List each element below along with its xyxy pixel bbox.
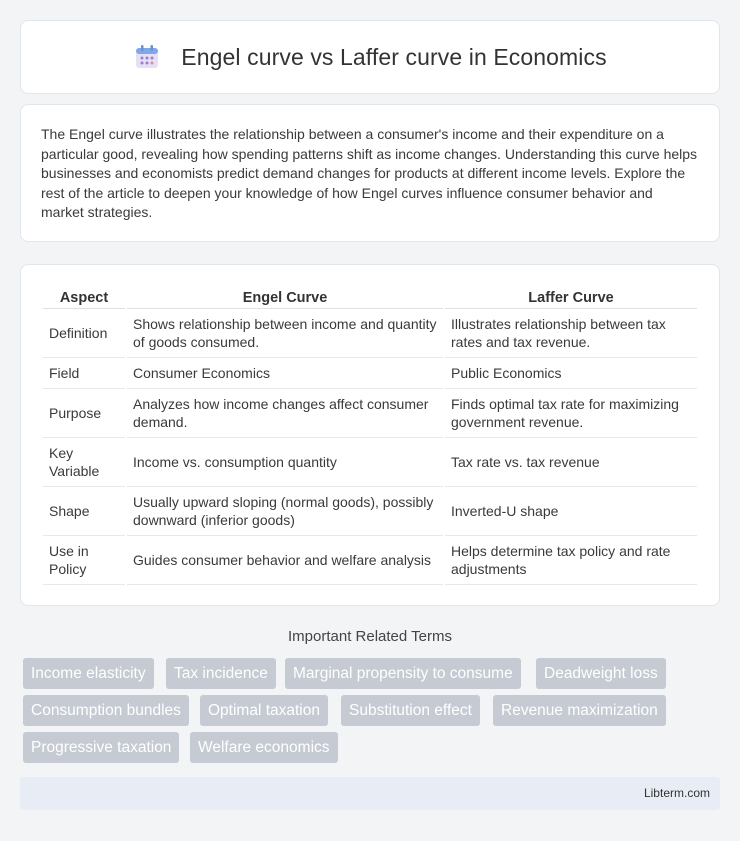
- table-row: [43, 438, 697, 487]
- tag-welfare-economics[interactable]: Welfare economics: [190, 732, 338, 763]
- header-engel-curve: Engel Curve: [127, 285, 443, 309]
- tag-substitution-effect[interactable]: Substitution effect: [341, 695, 480, 726]
- tag-consumption-bundles[interactable]: Consumption bundles: [23, 695, 189, 726]
- row-engel: Shows relationship between income and quantity of goods consumed.: [127, 309, 443, 358]
- tag-marginal-propensity[interactable]: Marginal propensity to consume: [285, 658, 521, 689]
- row-engel: Guides consumer behavior and welfare analysis: [127, 536, 443, 585]
- row-laffer: Inverted-U shape: [445, 487, 697, 536]
- row-aspect: Key Variable: [43, 438, 125, 487]
- row-aspect: Field: [43, 358, 125, 389]
- tag-revenue-maximization[interactable]: Revenue maximization: [493, 695, 666, 726]
- intro-paragraph: The Engel curve illustrates the relationship between a consumer's income and their expenditure on a particular good, revealing how spending patterns shift as income changes. Understanding this curve helps businesses and economists predict demand changes for products at different income levels. Explore the rest of the article to deepen your knowledge of how Engel curves influence consumer behavior and market strategies.: [41, 126, 698, 220]
- row-aspect: Purpose: [43, 389, 125, 438]
- table-row: [43, 389, 697, 438]
- table-header-row: [43, 285, 697, 309]
- calendar-icon: [133, 43, 161, 71]
- header-aspect: Aspect: [43, 285, 125, 309]
- footer-site-link[interactable]: Libterm.com: [643, 786, 710, 800]
- intro-card: [20, 104, 720, 242]
- tag-optimal-taxation[interactable]: Optimal taxation: [200, 695, 328, 726]
- header-laffer-curve: Laffer Curve: [445, 285, 697, 309]
- tag-deadweight-loss[interactable]: Deadweight loss: [536, 658, 666, 689]
- comparison-table: [41, 285, 699, 585]
- row-laffer: Finds optimal tax rate for maximizing government revenue.: [445, 389, 697, 438]
- header-card: [20, 20, 720, 94]
- row-aspect: Use in Policy: [43, 536, 125, 585]
- row-engel: Analyzes how income changes affect consumer demand.: [127, 389, 443, 438]
- page-title: Engel curve vs Laffer curve in Economics: [181, 43, 607, 70]
- footer: [20, 777, 720, 810]
- table-row: [43, 358, 697, 389]
- row-aspect: Shape: [43, 487, 125, 536]
- row-laffer: Illustrates relationship between tax rates and tax revenue.: [445, 309, 697, 358]
- row-laffer: Helps determine tax policy and rate adjustments: [445, 536, 697, 585]
- row-aspect: Definition: [43, 309, 125, 358]
- tag-income-elasticity[interactable]: Income elasticity: [23, 658, 154, 689]
- tag-progressive-taxation[interactable]: Progressive taxation: [23, 732, 179, 763]
- related-terms-title: Important Related Terms: [288, 628, 452, 645]
- table-row: [43, 487, 697, 536]
- row-engel: Income vs. consumption quantity: [127, 438, 443, 487]
- table-row: [43, 536, 697, 585]
- row-engel: Consumer Economics: [127, 358, 443, 389]
- tag-tax-incidence[interactable]: Tax incidence: [166, 658, 276, 689]
- comparison-table-card: [20, 264, 720, 606]
- row-laffer: Tax rate vs. tax revenue: [445, 438, 697, 487]
- row-laffer: Public Economics: [445, 358, 697, 389]
- table-row: [43, 309, 697, 358]
- row-engel: Usually upward sloping (normal goods), possibly downward (inferior goods): [127, 487, 443, 536]
